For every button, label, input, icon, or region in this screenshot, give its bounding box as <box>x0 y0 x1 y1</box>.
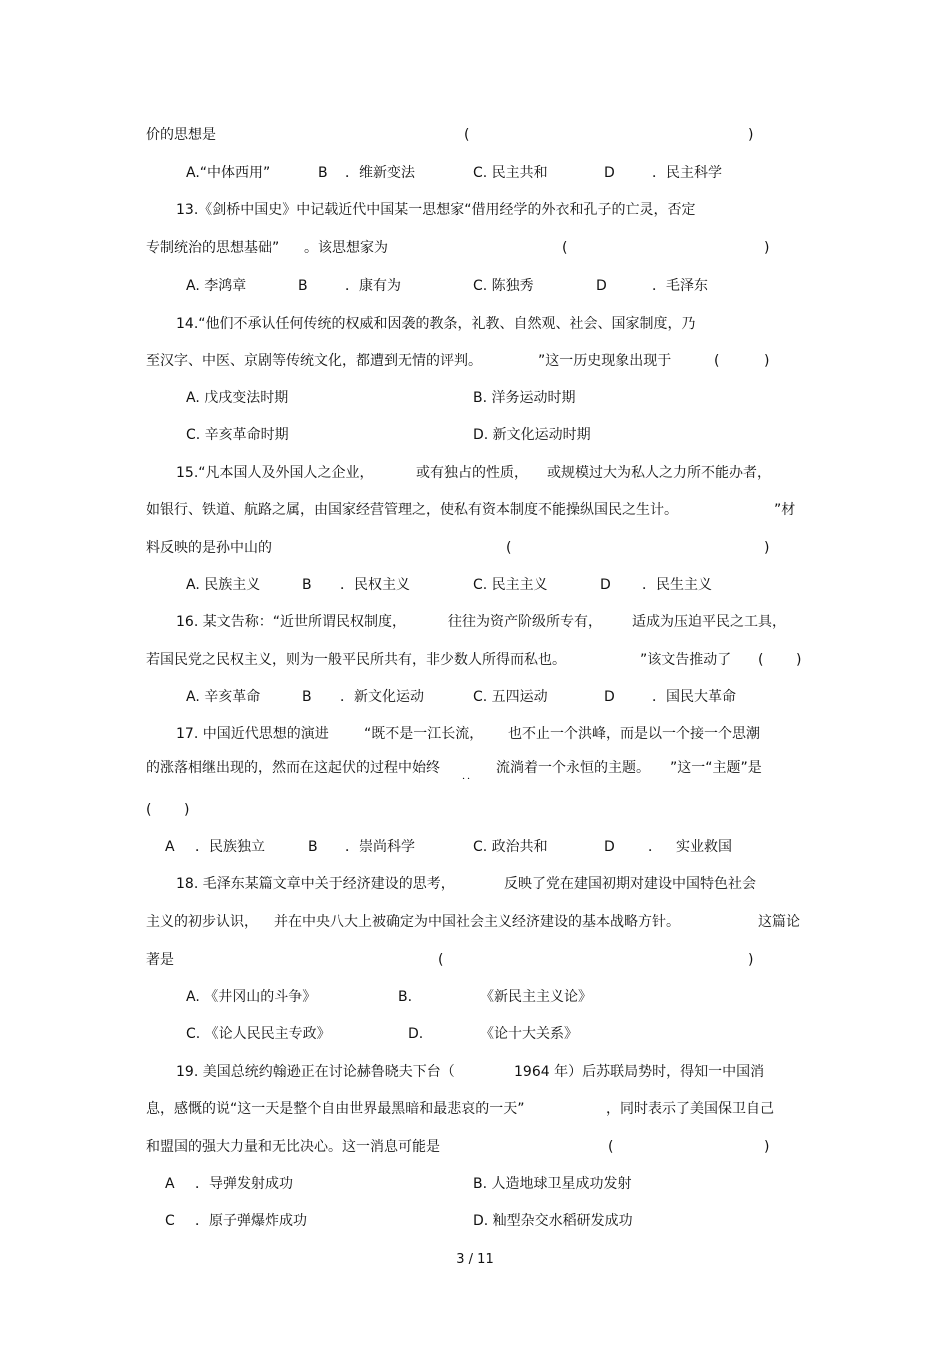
option-d-letter: D <box>600 577 611 593</box>
text-line: 价的思想是 <box>146 127 216 143</box>
question-19: 19. 美国总统约翰逊正在讨论赫鲁晓夫下台（ <box>176 1064 455 1080</box>
answer-bracket-close: ) <box>764 353 770 369</box>
text-line: ”这一“主题”是 <box>670 760 762 776</box>
option-d-letter: D <box>596 278 607 294</box>
answer-bracket-close: ) <box>764 1139 770 1155</box>
answer-bracket-close: ) <box>748 127 754 143</box>
text-line: 专制统治的思想基础” <box>146 240 280 256</box>
text-line: 1964 年）后苏联局势时，得知一中国消 <box>514 1064 765 1080</box>
option-d: D. 新文化运动时期 <box>473 427 591 443</box>
option-a-letter: A <box>165 839 175 855</box>
answer-bracket-open: ( <box>464 127 470 143</box>
text-line: ”该文告推动了 <box>640 652 732 668</box>
option-b-letter: B <box>298 278 308 294</box>
text-line: 这篇论 <box>758 914 800 930</box>
option-c: C. 五四运动 <box>473 689 548 705</box>
text-line: 。该思想家为 <box>304 240 388 256</box>
text-line: ”材 <box>774 502 796 518</box>
text-line: 息，感慨的说“这一天是整个自由世界最黑暗和最悲哀的一天” <box>146 1101 525 1117</box>
text-line: 料反映的是孙中山的 <box>146 540 272 556</box>
text-line: 著是 <box>146 952 174 968</box>
question-15: 15.“凡本国人及外国人之企业， <box>176 465 374 481</box>
option-c: C. 陈独秀 <box>473 278 534 294</box>
option-c: C. 《论人民民主专政》 <box>186 1026 331 1042</box>
option-b: 《新民主主义论》 <box>480 989 592 1005</box>
option-d: D. 籼型杂交水稻研发成功 <box>473 1213 633 1229</box>
answer-bracket-open: ( <box>506 540 512 556</box>
answer-bracket-close: ) <box>764 540 770 556</box>
question-18: 18. 毛泽东某篇文章中关于经济建设的思考， <box>176 876 455 892</box>
answer-bracket-close: ) <box>764 240 770 256</box>
text-line: 和盟国的强大力量和无比决心。这一消息可能是 <box>146 1139 440 1155</box>
answer-bracket-open: ( <box>608 1139 614 1155</box>
option-b-letter: B <box>308 839 318 855</box>
text-line: ，同时表示了美国保卫自己 <box>606 1101 774 1117</box>
answer-bracket-open: ( <box>438 952 444 968</box>
text-line: 或规模过大为私人之力所不能办者， <box>547 465 771 481</box>
text-line: 适成为压迫平民之工具， <box>632 614 786 630</box>
option-b: ．康有为 <box>345 278 401 294</box>
option-b: ．崇尚科学 <box>345 839 415 855</box>
option-d: ．国民大革命 <box>652 689 736 705</box>
option-a: A. 民族主义 <box>186 577 261 593</box>
question-13: 13.《剑桥中国史》中记载近代中国某一思想家“借用经学的外衣和孔子的亡灵，否定 <box>176 202 696 218</box>
option-d: 实业救国 <box>676 839 732 855</box>
option-b: B. 洋务运动时期 <box>473 390 576 406</box>
option-c: C. 辛亥革命时期 <box>186 427 289 443</box>
text-line: 反映了党在建国初期对建设中国特色社会 <box>504 876 756 892</box>
text-line: 往往为资产阶级所专有， <box>448 614 602 630</box>
option-a: A. 戊戌变法时期 <box>186 390 289 406</box>
option-d: ．民生主义 <box>642 577 712 593</box>
emphasis-dots: ．． <box>462 771 477 782</box>
option-b-letter: B <box>302 689 312 705</box>
option-b: B. 人造地球卫星成功发射 <box>473 1176 632 1192</box>
text-line: ”这一历史现象出现于 <box>538 353 672 369</box>
text-line: 并在中央八大上被确定为中国社会主义经济建设的基本战略方针。 <box>274 914 680 930</box>
option-b: ．新文化运动 <box>340 689 424 705</box>
answer-bracket-close: ) <box>796 652 802 668</box>
answer-bracket-close: ) <box>184 802 190 818</box>
option-b: ．维新变法 <box>345 165 415 181</box>
text-line: 如银行、铁道、航路之属，由国家经营管理之，使私有资本制度不能操纵国民之生计。 <box>146 502 678 518</box>
option-a: ．导弹发射成功 <box>195 1176 293 1192</box>
option-c: C. 民主共和 <box>473 165 548 181</box>
option-b-letter: B <box>302 577 312 593</box>
text-line: 若国民党之民权主义，则为一般平民所共有，非少数人所得而私也。 <box>146 652 566 668</box>
option-d-letter: D <box>604 165 615 181</box>
option-d-letter: D. <box>408 1026 424 1042</box>
option-b: ．民权主义 <box>340 577 410 593</box>
option-d: ．毛泽东 <box>652 278 708 294</box>
text-line: 主义的初步认识， <box>146 914 258 930</box>
option-d-letter: D <box>604 689 615 705</box>
option-a: A. 李鸿章 <box>186 278 247 294</box>
option-a-letter: A <box>165 1176 175 1192</box>
option-a: ．民族独立 <box>195 839 265 855</box>
text-line: 流淌着一个永恒的主题。 <box>496 760 650 776</box>
answer-bracket-open: ( <box>758 652 764 668</box>
option-d: ．民主科学 <box>652 165 722 181</box>
option-b-letter: B. <box>398 989 413 1005</box>
option-a: A. 《井冈山的斗争》 <box>186 989 317 1005</box>
option-a: A.“中体西用” <box>186 165 271 181</box>
answer-bracket-close: ) <box>748 952 754 968</box>
page-number: 3 / 11 <box>456 1252 494 1267</box>
answer-bracket-open: ( <box>714 353 720 369</box>
option-d: 《论十大关系》 <box>480 1026 578 1042</box>
question-16: 16. 某文告称：“近世所谓民权制度， <box>176 614 406 630</box>
text-line: 至汉字、中医、京剧等传统文化，都遭到无情的评判。 <box>146 353 482 369</box>
text-line: “既不是一江长流， <box>364 726 484 742</box>
question-14: 14.“他们不承认任何传统的权威和因袭的教条，礼教、自然观、社会、国家制度，乃 <box>176 316 696 332</box>
option-c-letter: C <box>165 1213 175 1229</box>
option-c: C. 政治共和 <box>473 839 548 855</box>
answer-bracket-open: ( <box>146 802 152 818</box>
text-line: 或有独占的性质， <box>416 465 528 481</box>
option-c: ．原子弹爆炸成功 <box>195 1213 307 1229</box>
option-c: C. 民主主义 <box>473 577 548 593</box>
option-a: A. 辛亥革命 <box>186 689 261 705</box>
question-17: 17. 中国近代思想的演进 <box>176 726 329 742</box>
answer-bracket-open: ( <box>562 240 568 256</box>
option-d-letter: D <box>604 839 615 855</box>
option-b-letter: B <box>318 165 328 181</box>
text-line: 也不止一个洪峰，而是以一个接一个思潮 <box>508 726 760 742</box>
text-line: 的涨落相继出现的，然而在这起伏的过程中始终 <box>146 760 440 776</box>
option-d-dot: ． <box>648 839 662 855</box>
